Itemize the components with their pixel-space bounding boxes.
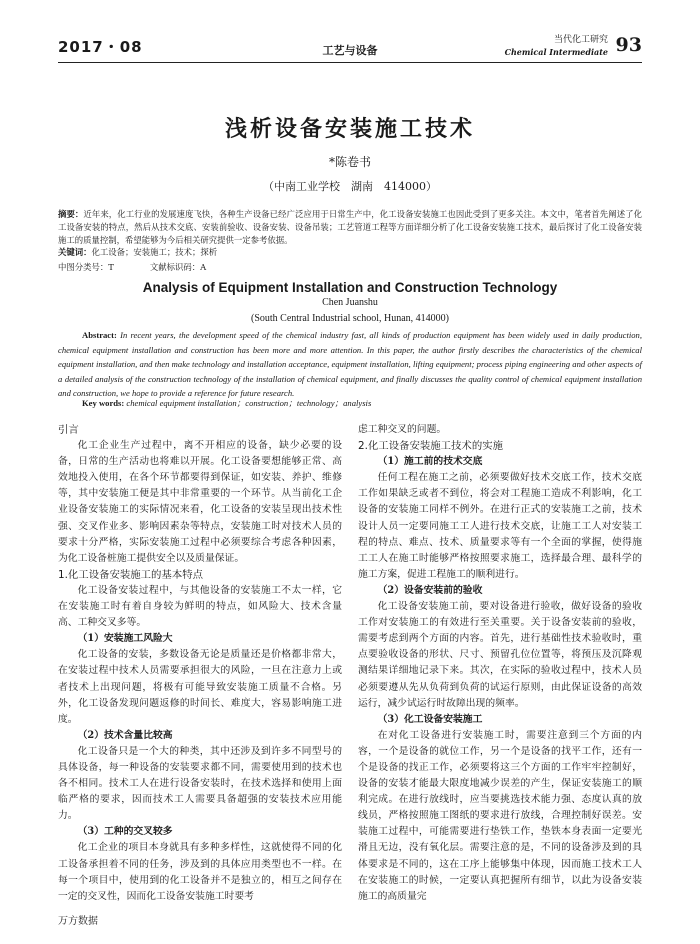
english-keywords (58, 397, 642, 409)
section-2-2-heading: （2）设备安装前的验收 (377, 584, 483, 596)
english-affiliation: (South Central Industrial school, Hunan, 414000) (250, 313, 450, 324)
section-1-1-paragraph: 化工设备的安装，多数设备无论是质量还是价格都非常大，在安装过程中技术人员需要承担很大的风险，一旦在注意力上或者技术上出现问题，将极有可能导致安装施工质量不合格。另外，化工设备发现问题返修的时间长、难度大，容易影响施工进度。 (58, 649, 342, 725)
section-1-3-heading: （3）工种的交叉较多 (77, 826, 173, 838)
doc-code: 文献标识码：A (149, 262, 207, 272)
article-title: 浅析设备安装施工技术 (224, 117, 475, 142)
journal-name (505, 34, 608, 58)
section-2-heading: 2.化工设备安装施工技术的实施 (358, 440, 503, 453)
intro-paragraph: 化工企业生产过程中，离不开相应的设备，缺少必要的设备，日常的生产活动也将难以开展。化工设备要想能够正常、高效地投入使用，在各个环节都要得到保证，如安装、养护、维修等，其中安装施工便是其中非常重要的一个环节。从当前化工企业设备安装施工的实际情况来看，化工设备的安装呈现出技术性强、交叉作业多、影响因素杂等特点，安装施工时对技术人员的要求十分严格，实际安装施工过程中必须要综合考虑各种因素，为化工设备桩施工提供安全以及质量保证。 (58, 440, 342, 564)
classification (58, 261, 242, 273)
english-title: Analysis of Equipment Installation and Construction Technology (142, 280, 558, 295)
journal-name-cn: 当代化工研究 (553, 35, 608, 45)
footer-watermark: 万方数据 (58, 916, 98, 927)
english-abstract (58, 328, 642, 401)
english-keywords-text: chemical equipment installation；construction；technology；analysis (126, 398, 372, 408)
section-1-2-paragraph: 化工设备只是一个大的种类，其中还涉及到许多不同型号的具体设备，每一种设备的安装要求都不同，需要使用到的技术也各不相同。技术工人在进行设备安装时，在技术选择和使用上面临严格的要求，因而技术工人需要具备超强的安装技术应用能力。 (58, 745, 342, 822)
header-rule (58, 62, 642, 63)
english-abstract-label: Abstract: (82, 330, 117, 340)
english-keywords-label: Key words: (82, 398, 125, 408)
keywords-cn (58, 246, 642, 258)
section-1-1-heading: （1）安装施工风险大 (77, 633, 173, 645)
section-1-heading: 1.化工设备安装施工的基本特点 (58, 568, 203, 581)
abstract-cn (58, 208, 642, 247)
section-name: 工艺与设备 (322, 44, 378, 57)
section-1-2-heading: （2）技术含量比较高 (77, 729, 173, 741)
section-1-paragraph: 化工设备安装过程中，与其他设备的安装施工不太一样，它在安装施工时有着自身较为鲜明的特点，如风险大、技术含量高、工种交叉多等。 (58, 584, 342, 629)
section-1-3-paragraph: 化工企业的项目本身就具有多种多样性，这就使得不同的化工设备承担着不同的任务，涉及到的具体应用类型也不一样。在每一个项目中，使用到的化工设备并不是独立的，相互之间存在一定的交叉性，因而化工设备安装施工时要考 (58, 842, 342, 902)
page-number: 93 (615, 34, 642, 56)
author: *陈卷书 (328, 155, 371, 169)
clc-number: 中图分类号：T (58, 262, 114, 272)
intro-heading: 引言 (58, 424, 79, 436)
section-2-3-paragraph: 在对化工设备进行安装施工时，需要注意到三个方面的内容，一个是设备的就位工作，另一个是设备的找平工作，还有一个是设备的找正工作，必须要将这三个方面的工作牢牢控制好，设备的安装才能最大限度地减少误差的产生，保证安装施工的顺利完成。在进行放线时，应当要挑选技术能力强、态度认真的放线员，严格按照施工图纸的要求进行放线，合理控制好误差。安装施工过程中，可能需要进行垫铁工作，垫铁本身表面一定要光滑且无边，没有氧化层。需要注意的是，不同的设备涉及到的具体要求是不同的，这在工序上能够集中体现，因而施工技术工人在安装施工的时候，一定要认真把握所有细节，以此为设备安装施工的高质量完 (358, 729, 642, 902)
section-2-1-heading: （1）施工前的技术交底 (377, 456, 483, 468)
abstract-cn-text: 近年来，化工行业的发展速度飞快，各种生产设备已经广泛应用于日常生产中，化工设备安装施工也因此受到了更多关注。本文中，笔者首先阐述了化工设备安装的特点，然后从技术交底、安装前验收、设备安装、设备吊装；工艺管道工程等方面详细分析了化工设备安装施工技术，最后探讨了化工设备安装施工的质量控制，希望能够为今后相关研究提供一定参考依据。 (58, 209, 643, 245)
journal-name-en: Chemical Intermediate (504, 47, 608, 57)
continued-paragraph: 虑工种交叉的问题。 (358, 424, 447, 435)
section-2-1-paragraph: 任何工程在施工之前，必须要做好技术交底工作，技术交底工作如果缺乏或者不到位，将会对工程施工造成不利影响，化工设备的安装施工同样不例外。在进行正式的安装施工之前，技术设计人员一定要同施工工人进行技术交底，让施工工人对安装工程的特点、难点、技术、质量要求等有一个全面的掌握，使得施工工人在施工时能够严格按照要求施工，选择最合理、最科学的施工方案，促进工程施工的顺利进行。 (358, 472, 642, 580)
keywords-cn-label: 关键词： (58, 247, 92, 257)
issue-date: 2017・08 (58, 38, 143, 56)
right-column (358, 422, 642, 905)
keywords-cn-text: 化工设备；安装施工；技术；探析 (91, 247, 218, 257)
section-2-2-paragraph: 化工设备安装施工前，要对设备进行验收，做好设备的验收工作对安装施工的有效进行至关重要。关于设备安装前的验收，需要考虑到两个方面的内容。首先，进行基础性技术验收时，重点要验收设备的形状、尺寸、预留孔位位置等，将预压及沉降观测结果详细地记录下来。其次，在实际的验收过程中，技术人员必须要遵从先从负荷到负荷的试运行原则，由此保证设备的高效运行，减少试运行时故障出现的频率。 (358, 601, 642, 709)
english-abstract-text: In recent years, the development speed of the chemical industry fast, all kinds of production equipment has been widely used in daily production, chemical equipment installation and construction has been more and more attention. In this paper, the author firstly describes the characteristics of the chemical equipment installation, and then make technology and installation acceptance, equipment installation, lifting equipment; process piping engineering and other aspects of a detailed analysis of the construction technology of the installation of chemical equipment, and finally discusses the quality control of chemical equipment installation and construction, we hope to provide a reference for future research. (58, 330, 642, 399)
english-author: Chen Juanshu (322, 297, 378, 308)
affiliation: （中南工业学校 湖南 414000） (263, 180, 437, 193)
left-column (58, 422, 342, 905)
abstract-cn-label: 摘要： (58, 209, 84, 219)
section-2-3-heading: （3）化工设备安装施工 (377, 713, 483, 725)
